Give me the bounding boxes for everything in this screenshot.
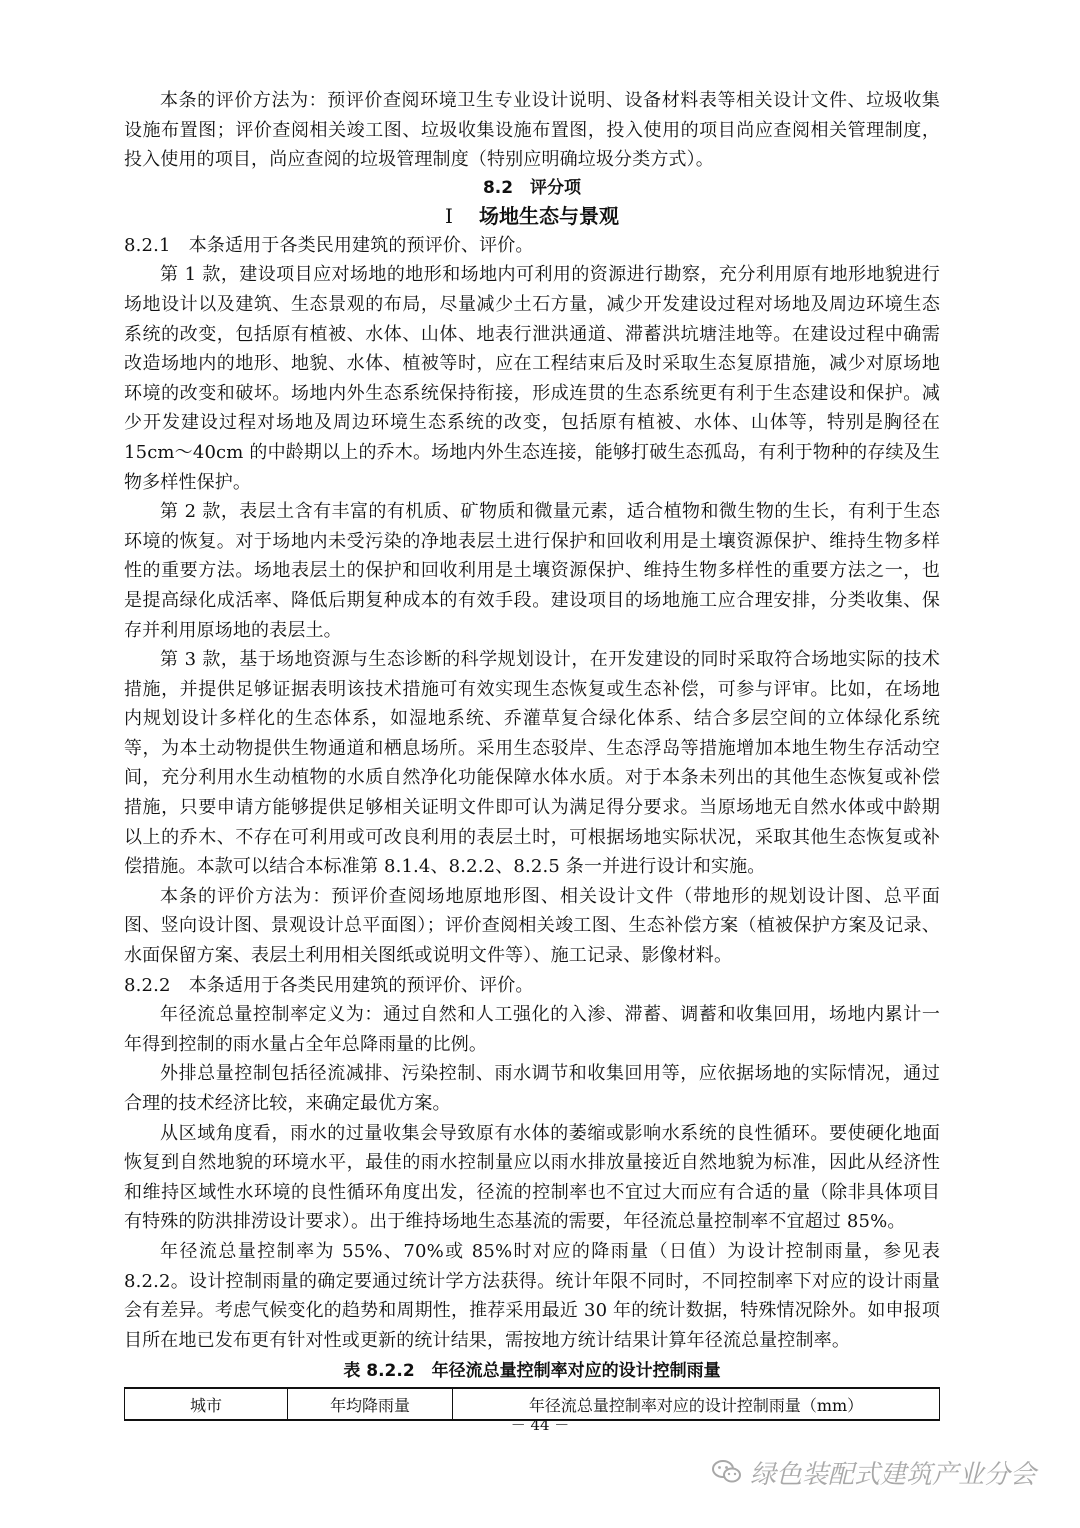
wechat-icon (712, 1459, 742, 1485)
paragraph-8-2-1-item-2: 第 2 款，表层土含有丰富的有机质、矿物质和微量元素，适合植物和微生物的生长，有利于生态环境的恢复。对于场地内未受污染的净地表层土进行保护和回收利用是土壤资源保护、维持生物多样性的重要方法。场地表层土的保护和回收利用是土壤资源保护、维持生物多样性的重要方法之一，也是提高绿化成活率、降低后期复种成本的有效手段。建设项目的场地施工应合理安排，分类收集、保存并利用原场地的表层土。 (124, 501, 940, 641)
paragraph-8-2-2-definition: 年径流总量控制率定义为：通过自然和人工强化的入渗、滞蓄、调蓄和收集回用，场地内累计一年得到控制的雨水量占全年总降雨量的比例。 (124, 1004, 940, 1055)
paragraph-8-2-2-region: 从区域角度看，雨水的过量收集会导致原有水体的萎缩或影响水系统的良性循环。要使硬化地面恢复到自然地貌的环境水平，最佳的雨水控制量应以雨水排放量接近自然地貌为标准，因此从经济性和维持区域性水环境的良性循环角度出发，径流的控制率也不宜过大而应有合适的量（除非具体项目有特殊的防洪排涝设计要求）。出于维持场地生态基流的需要，年径流总量控制率不宜超过 85%。 (124, 1122, 940, 1233)
subsection-title (124, 201, 940, 231)
table-caption: 表 8.2.2 年径流总量控制率对应的设计控制雨量 (343, 1361, 721, 1382)
paragraph-8-2-1-item-1: 第 1 款，建设项目应对场地的地形和场地内可利用的资源进行勘察，充分利用原有地形地貌进行场地设计以及建筑、生态景观的布局，尽量减少土石方量，减少开发建设过程对场地及周边环境生态系统的改变，包括原有植被、水体、山体、地表行泄洪通道、滞蓄洪坑塘洼地等。在建设过程中确需改造场地内的地形、地貌、水体、植被等时，应在工程结束后及时采取生态复原措施，减少对原场地环境的改变和破坏。场地内外生态系统保持衔接，形成连贯的生态系统更有利于生态建设和保护。减少开发建设过程对场地及周边环境生态系统的改变，包括原有植被、水体、山体等，特别是胸径在 15cm～40cm 的中龄期以上的乔木。场地内外生态连接，能够打破生态孤岛，有利于物种的存续及生物多样性保护。 (124, 264, 940, 493)
paragraph-8-2-1-item-3: 第 3 款，基于场地资源与生态诊断的科学规划设计，在开发建设的同时采取符合场地实际的技术措施，并提供足够证据表明该技术措施可有效实现生态恢复或生态补偿，可参与评审。比如，在场地内规划设计多样化的生态体系，如湿地系统、乔灌草复合绿化体系、结合多层空间的立体绿化系统等，为本土动物提供生物通道和栖息场所。采用生态驳岸、生态浮岛等措施增加本地生物生存活动空间，充分利用水生动植物的水质自然净化功能保障水体水质。对于本条未列出的其他生态恢复或补偿措施，只要申请方能够提供足够相关证明文件即可认为满足得分要求。当原场地无自然水体或中龄期以上的乔木、不存在可利用或可改良利用的表层土时，可根据场地实际状况，采取其他生态恢复或补偿措施。本款可以结合本标准第 8.1.4、8.2.2、8.2.5 条一并进行设计和实施。 (124, 649, 940, 878)
paragraph-8-2-2-design-rainfall: 年径流总量控制率为 55%、70%或 85%时对应的降雨量（日值）为设计控制雨量，参见表 8.2.2。设计控制雨量的确定要通过统计学方法获得。统计年限不同时，不同控制率下对应的设计雨量会有差异。考虑气候变化的趋势和周期性，推荐采用最近 30 年的统计数据，特殊情况除外。如申报项目所在地已发布更有针对性或更新的统计结果，需按地方统计结果计算年径流总量控制率。 (124, 1240, 940, 1351)
clause-8-2-2: 8.2.2 本条适用于各类民用建筑的预评价、评价。 (124, 974, 534, 996)
table-header-city: 城市 (125, 1388, 288, 1420)
paragraph-8-2-1-eval: 本条的评价方法为：预评价查阅场地原地形图、相关设计文件（带地形的规划设计图、总平面图、竖向设计图、景观设计总平面图）；评价查阅相关竣工图、生态补偿方案（植被保护方案及记录、水面保留方案、表层土利用相关图纸或说明文件等）、施工记录、影像材料。 (124, 885, 940, 967)
subsection-title-text: 场地生态与景观 (478, 203, 619, 228)
subsection-roman: Ⅰ (445, 203, 453, 228)
watermark-text: 绿色装配式建筑产业分会 (750, 1459, 1037, 1490)
paragraph-eval-8-1: 本条的评价方法为：预评价查阅环境卫生专业设计说明、设备材料表等相关设计文件、垃圾收集设施布置图；评价查阅相关竣工图、垃圾收集设施布置图，投入使用的项目尚应查阅相关管理制度，投入使用的项目，尚应查阅的垃圾管理制度（特别应明确垃圾分类方式）。 (124, 90, 940, 171)
section-title: 8.2 评分项 (482, 177, 582, 198)
page-number: － 44 － (510, 1416, 570, 1434)
table-header-annual-rainfall: 年均降雨量 (288, 1388, 453, 1420)
clause-8-2-1: 8.2.1 本条适用于各类民用建筑的预评价、评价。 (124, 234, 534, 256)
document-page (124, 86, 940, 1421)
watermark (712, 1452, 1036, 1492)
table-header-design-rainfall: 年径流总量控制率对应的设计控制雨量（mm） (453, 1388, 940, 1420)
paragraph-8-2-2-outflow: 外排总量控制包括径流减排、污染控制、雨水调节和收集回用等，应依据场地的实际情况，通过合理的技术经济比较，来确定最优方案。 (124, 1063, 940, 1114)
